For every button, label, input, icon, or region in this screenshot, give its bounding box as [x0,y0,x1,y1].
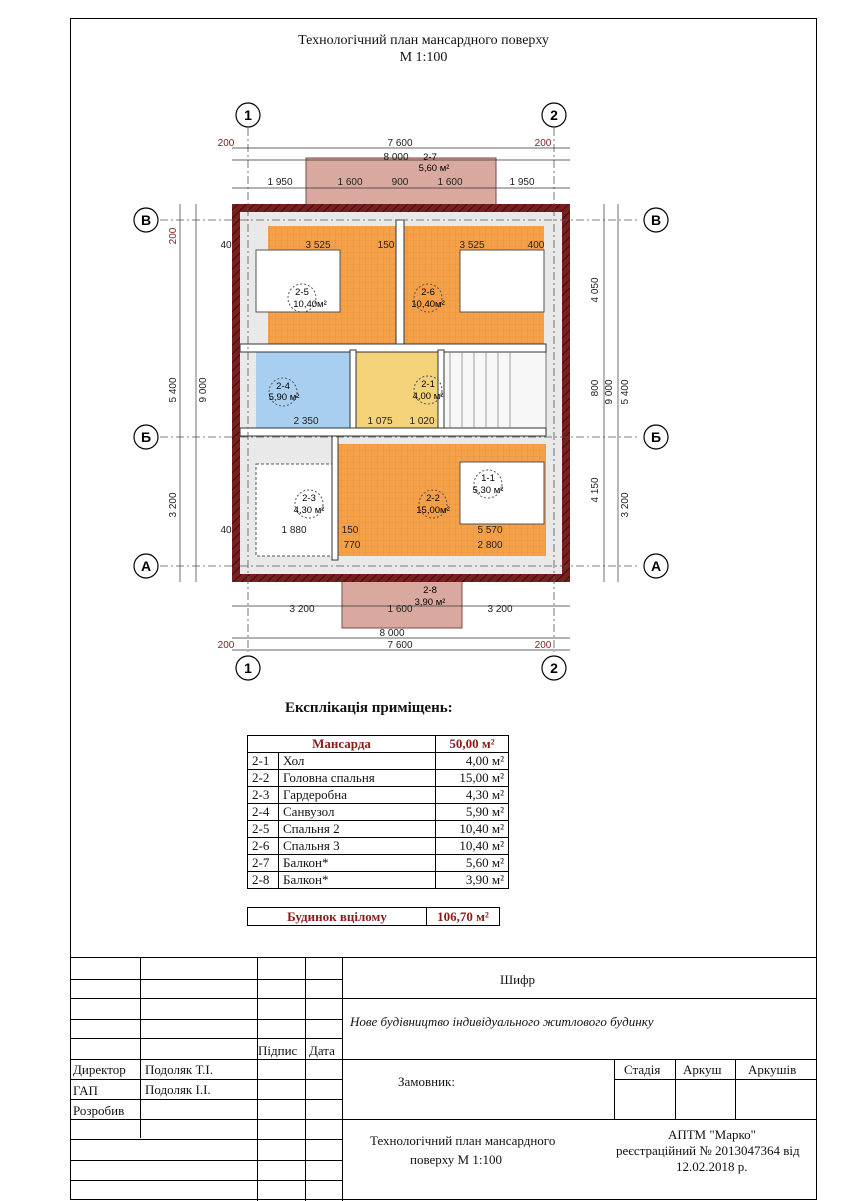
room-2-8-area: 3,90 м² [414,597,446,608]
dim-left-9000: 9 000 [198,377,209,403]
explication-title: Експлікація приміщень: [285,700,453,716]
room-2-2-id: 2-2 [426,493,440,504]
room-2-5-area: 10,40м² [293,299,327,310]
row-name: Балкон* [279,872,436,889]
dim-bot-7600: 7 600 [387,640,413,651]
dim-top-7600: 7 600 [387,138,413,149]
stamp-org-2: реєстраційний № 2013047364 від [616,1143,800,1158]
explication-header-area: 50,00 м² [436,736,509,753]
dim-in-400-a: 400 [527,240,545,251]
axis-2-bottom: 2 [550,660,558,676]
drawing-scale: М 1:100 [399,50,448,65]
room-2-2-area: 15,00м² [416,505,450,516]
table-row [248,753,509,770]
axis-V-left: В [140,212,152,228]
row-area: 15,00 м² [436,770,509,787]
dim-in-1020: 1 020 [409,416,435,427]
drawing-title: Технологічний план мансардного поверху [298,33,549,48]
axis-1-bottom: 1 [244,660,252,676]
dim-in-1880: 1 880 [281,525,307,536]
row-area: 3,90 м² [436,872,509,889]
dim-top-900: 900 [391,177,409,188]
stairs [442,352,546,428]
dim-bot-200-r: 200 [534,640,552,651]
row-name: Балкон* [279,855,436,872]
row-num: 2-2 [248,770,279,787]
stamp-drawing-name-1: Технологічний план мансардного [370,1133,556,1148]
row-num: 2-6 [248,838,279,855]
dim-top-1950-r: 1 950 [509,177,535,188]
stamp-director-name: Подоляк Т.І. [145,1062,213,1077]
dim-in-5570: 5 570 [477,525,503,536]
dim-bot-8000: 8 000 [379,628,405,639]
dim-top-200-l: 200 [217,138,235,149]
room-2-8-id: 2-8 [423,585,437,596]
axis-A-right: А [650,558,662,574]
row-name: Спальня 3 [279,838,436,855]
room-1-1-id: 1-1 [481,473,495,484]
dim-in-150-b: 150 [341,525,359,536]
row-area: 10,40 м² [436,838,509,855]
axis-B-left: Б [140,429,152,445]
axis-B-right: Б [650,429,662,445]
room-2-6-id: 2-6 [421,287,435,298]
dim-right-800: 800 [590,379,601,397]
row-num: 2-4 [248,804,279,821]
dim-in-2800: 2 800 [477,540,503,551]
dim-bot-3200-r: 3 200 [487,604,513,615]
dim-right-5400: 5 400 [620,379,631,405]
row-name: Санвузол [279,804,436,821]
room-2-7-id: 2-7 [423,152,437,163]
bed-2-6 [460,250,544,312]
dim-bot-3200-l: 3 200 [289,604,315,615]
table-row [248,787,509,804]
dim-top-200-r: 200 [534,138,552,149]
stamp-customer: Замовник: [398,1074,455,1089]
row-num: 2-8 [248,872,279,889]
table-row [248,855,509,872]
axis-1-top: 1 [244,107,252,123]
room-2-4-id: 2-4 [276,381,290,392]
dim-in-1075: 1 075 [367,416,393,427]
dim-right-9000: 9 000 [604,379,615,405]
title-block [70,957,817,1201]
stamp-sign: Підпис [258,1043,298,1058]
explication-header-row [248,736,509,753]
dim-top-1600-l: 1 600 [337,177,363,188]
room-1-1-area: 5,30 м² [472,485,504,496]
row-area: 5,60 м² [436,855,509,872]
dim-top-8000: 8 000 [383,152,409,163]
dim-left-5400: 5 400 [168,377,179,403]
row-area: 4,00 м² [436,753,509,770]
row-name: Головна спальня [279,770,436,787]
dim-right-3200: 3 200 [620,492,631,518]
dim-in-40-b: 40 [220,525,232,536]
table-row [248,821,509,838]
stamp-project: Нове будівництво індивідуального житлового будинку [350,1014,654,1029]
dim-bot-1600: 1 600 [387,604,413,615]
dim-right-4150: 4 150 [590,477,601,503]
dim-in-2350: 2 350 [293,416,319,427]
total-area: 106,70 м² [427,908,500,926]
stamp-date: Дата [309,1043,335,1058]
row-num: 2-7 [248,855,279,872]
row-num: 2-3 [248,787,279,804]
dim-left-200: 200 [168,227,179,245]
table-row [248,770,509,787]
stamp-org-3: 12.02.2018 р. [676,1159,748,1174]
stamp-stage: Стадія [624,1062,661,1077]
room-2-4-area: 5,90 м² [268,392,300,403]
dim-top-1950-l: 1 950 [267,177,293,188]
row-num: 2-1 [248,753,279,770]
room-2-3-area: 4,30 м² [293,505,325,516]
room-2-7-area: 5,60 м² [418,163,450,174]
dim-in-150-a: 150 [377,240,395,251]
table-row [248,804,509,821]
stamp-sheets: Аркушів [748,1062,797,1077]
explication-total-table [247,907,500,926]
stamp-code: Шифр [500,972,535,987]
dim-right-4050: 4 050 [590,277,601,303]
row-name: Хол [279,753,436,770]
table-row [248,838,509,855]
stamp-director-role: Директор [73,1062,126,1077]
row-area: 10,40 м² [436,821,509,838]
room-2-1-id: 2-1 [421,379,435,390]
stamp-sheet: Аркуш [683,1062,722,1077]
total-name: Будинок вцілому [248,908,427,926]
room-2-6-area: 10,40м² [411,299,445,310]
dim-in-3525-l: 3 525 [305,240,331,251]
room-2-1-area: 4,00 м² [412,391,444,402]
dim-in-3525-r: 3 525 [459,240,485,251]
dim-left-3200: 3 200 [168,492,179,518]
row-area: 4,30 м² [436,787,509,804]
dim-in-40-a: 40 [220,240,232,251]
dim-bot-200-l: 200 [217,640,235,651]
row-num: 2-5 [248,821,279,838]
stamp-org-1: АПТМ "Марко" [668,1127,756,1142]
row-area: 5,90 м² [436,804,509,821]
stamp-gap-name: Подоляк І.І. [145,1082,211,1097]
explication-header-name: Мансарда [248,736,436,753]
dim-top-1600-r: 1 600 [437,177,463,188]
axis-2-top: 2 [550,107,558,123]
stamp-drawing-name-2: поверху М 1:100 [410,1152,502,1167]
stamp-dev-role: Розробив [73,1103,125,1118]
axis-V-right: В [650,212,662,228]
dim-in-770: 770 [343,540,361,551]
row-name: Спальня 2 [279,821,436,838]
room-2-3-id: 2-3 [302,493,316,504]
stamp-gap-role: ГАП [73,1083,98,1098]
axis-A-left: А [140,558,152,574]
explication-table [247,735,509,889]
room-2-5-id: 2-5 [295,287,309,298]
table-row [248,872,509,889]
row-name: Гардеробна [279,787,436,804]
